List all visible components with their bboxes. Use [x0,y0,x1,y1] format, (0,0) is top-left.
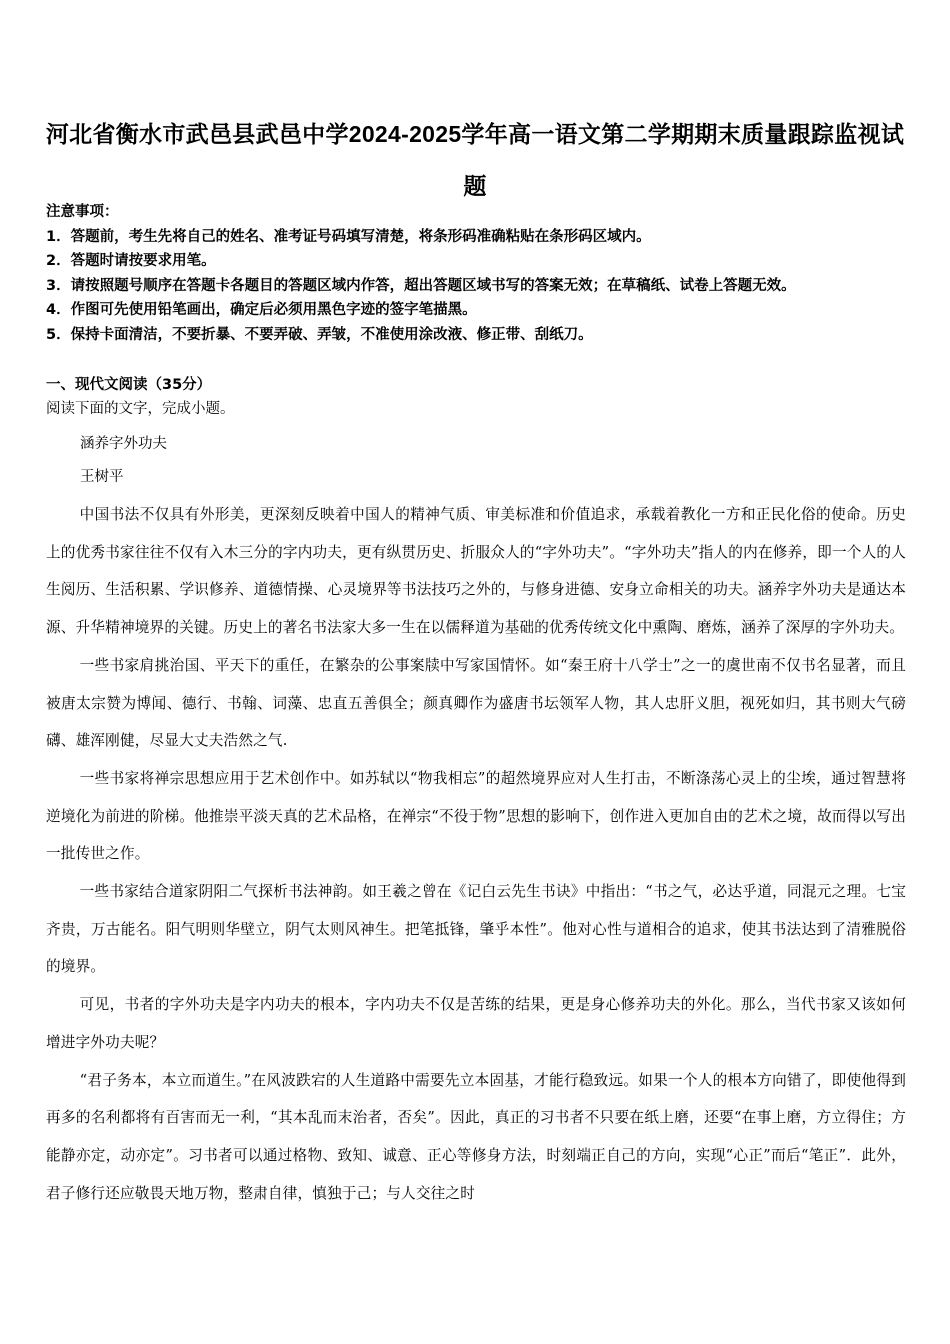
essay-paragraph: 一些书家结合道家阴阳二气探析书法神韵。如王羲之曾在《记白云先生书诀》中指出：“书之气，必达乎道，同混元之理。七宝齐贵，万古能名。阳气明则华壁立，阴气太则风神生。把笔抵锋，肇乎本性”。他对心性与道相合的追求，使其书法达到了清雅脱俗的境界。 [46,883,906,976]
section-heading: 一、现代文阅读（35分） [46,377,212,393]
essay-paragraph: 一些书家肩挑治国、平天下的重任，在繁杂的公事案牍中写家国情怀。如“秦王府十八学士”之一的虞世南不仅书名显著，而且被唐太宗赞为博闻、德行、书翰、词藻、忠直五善俱全；颜真卿作为盛唐书坛领军人物，其人忠肝义胆，视死如归，其书则大气磅礴、雄浑刚健，尽显大丈夫浩然之气. [46,656,906,750]
note-item: 2．答题时请按要求用笔。 [46,253,216,269]
page-title: 河北省衡水市武邑县武邑中学2024-2025学年高一语文第二学期期末质量跟踪监视试题 [45,121,905,199]
essay-author: 王树平 [80,469,124,485]
essay-paragraph: 中国书法不仅具有外形美，更深刻反映着中国人的精神气质、审美标准和价值追求，承载着教化一方和正民化俗的使命。历史上的优秀书家往往不仅有入木三分的字内功夫，更有纵贯历史、折服众人的“字外功夫”。“字外功夫”指人的内在修养，即一个人的人生阅历、生活积累、学识修养、道德情操、心灵境界等书法技巧之外的，与修身进德、安身立命相关的功夫。涵养字外功夫是通达本源、升华精神境界的关键。历史上的著名书法家大多一生在以儒释道为基础的优秀传统文化中熏陶、磨炼，涵养了深厚的字外功夫。 [46,506,906,637]
notes-heading: 注意事项： [46,204,119,220]
essay-paragraph: “君子务本，本立而道生。”在风波跌宕的人生道路中需要先立本固基，才能行稳致远。如果一个人的根本方向错了，即使他得到再多的名利都将有百害而无一利，“其本乱而末治者，否矣”。因此，真正的习书者不只要在纸上磨，还要“在事上磨，方立得住；方能静亦定，动亦定”。习书者可以通过格物、致知、诚意、正心等修身方法，时刻端正自己的方向，实现“心正”而后“笔正”．此外，君子修行还应敬畏天地万物，整肃自律，慎独于己；与人交往之时 [46,1071,906,1202]
note-item: 5．保持卡面清洁，不要折暴、不要弄破、弄皱，不准使用涂改液、修正带、刮纸刀。 [46,326,593,343]
exam-notes [46,200,916,347]
note-item: 3．请按照题号顺序在答题卡各题目的答题区域内作答，超出答题区域书写的答案无效；在草稿纸、试卷上答题无效。 [46,277,796,294]
note-item: 1．答题前，考生先将自己的姓名、准考证号码填写清楚，将条形码准确粘贴在条形码区域内。 [46,228,651,245]
note-item: 4．作图可先使用铅笔画出，确定后必须用黑色字迹的签字笔描黑。 [46,302,477,318]
reading-instruction: 阅读下面的文字，完成小题。 [46,401,235,417]
essay-paragraph: 可见，书者的字外功夫是字内功夫的根本，字内功夫不仅是苦练的结果，更是身心修养功夫的外化。那么，当代书家又该如何增进字外功夫呢？ [46,996,906,1051]
essay-paragraph: 一些书家将禅宗思想应用于艺术创作中。如苏轼以“物我相忘”的超然境界应对人生打击，不断涤荡心灵上的尘埃，通过智慧将逆境化为前进的阶梯。他推崇平淡天真的艺术品格，在禅宗“不役于物”思想的影响下，创作进入更加自由的艺术之境，故而得以写出一批传世之作。 [46,769,906,863]
essay-body [46,496,906,1212]
essay-title: 涵养字外功夫 [80,436,167,452]
